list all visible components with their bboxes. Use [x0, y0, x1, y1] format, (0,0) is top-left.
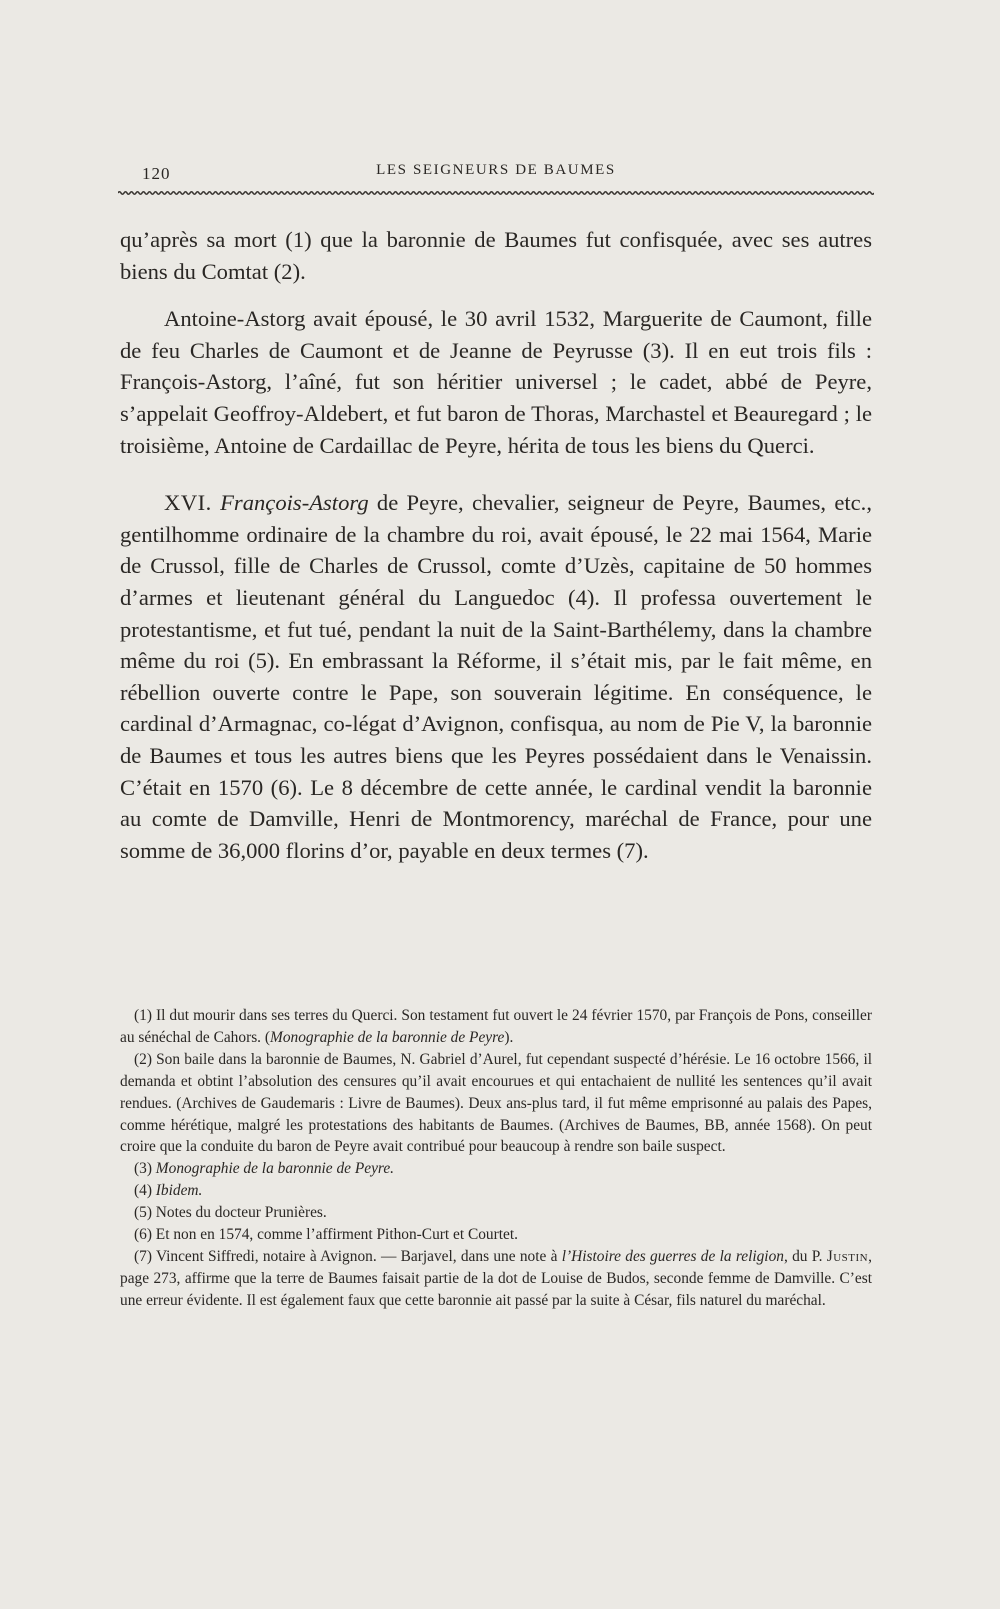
footnote-7 — [120, 1246, 872, 1312]
paragraph-continuation: qu’après sa mort (1) que la baronnie de Baumes fut confisquée, avec ses autres biens du Comtat (2). — [120, 227, 872, 284]
paragraph-text: de Peyre, chevalier, seigneur de Peyre, Baumes, etc., gentilhomme ordinaire de la chambre du roi, avait épousé, le 22 mai 1564, Marie de Crussol, fille de Charles de Crussol, comte d’Uzès, capitaine de 50 hommes d’armes et lieutenant général du Languedoc (4). Il professa ouvertement le protestantisme, et fut tué, pendant la nuit de la Saint-Barthélemy, dans la chambre même du roi (5). En embrassant la Réforme, il s’était mis, par le fait même, en rébellion ouverte contre le Pape, son souverain légitime. En conséquence, le cardinal d’Armagnac, co-légat d’Avignon, confisqua, au nom de Pie V, la baronnie de Baumes et tous les autres biens que les Peyres possédaient dans le Venaissin. C’était en 1570 (6). Le 8 décembre de cette année, le cardinal vendit la baronnie au comte de Damville, Henri de Montmorency, maréchal de France, pour une somme de 36,000 florins d’or, payable en deux termes (7). — [120, 490, 872, 863]
footnote-5: (5) Notes du docteur Prunières. — [134, 1204, 327, 1222]
footnotes — [120, 1005, 872, 1312]
footnote-title: l’Histoire des guerres de la religion — [561, 1247, 784, 1265]
footnote-author: Justin — [826, 1247, 869, 1265]
paragraph-francois-astorg — [120, 487, 872, 866]
footnote-4 — [120, 1180, 872, 1202]
footnote-title: Monographie de la baronnie de Peyre. — [155, 1160, 395, 1178]
paragraph-marriage: Antoine-Astorg avait épousé, le 30 avril 1532, Marguerite de Caumont, fille de feu Charles de Caumont et de Jeanne de Peyrusse (3). Il en eut trois fils : François-Astorg, l’aîné, fut son héritier universel ; le cadet, abbé de Peyre, s’appelait Geoffroy-Aldebert, et fut baron de Thoras, Marchastel et Beauregard ; le troisième, Antoine de Cardaillac de Peyre, hérita de tous les biens du Querci. — [120, 306, 872, 458]
footnote-title: Monographie de la baronnie de Peyre — [270, 1028, 505, 1046]
footnote-3 — [120, 1158, 872, 1180]
footnote-text: , page 273, affirme que la terre de Baumes faisait partie de la dot de Louise de Budos, seconde femme de Damville. C’est une erreur évidente. Il est également faux que cette baronnie ait passé par la suite à César, fils naturel du maréchal. — [120, 1247, 872, 1309]
decorative-wavy-rule — [118, 189, 874, 197]
footnote-text: (7) Vincent Siffredi, notaire à Avignon. — Barjavel, dans une note à — [134, 1247, 562, 1265]
generation-numeral: XVI. — [164, 490, 212, 516]
footnote-6: (6) Et non en 1574, comme l’affirment Pithon-Curt et Courtet. — [134, 1226, 518, 1244]
footnote-text: (1) Il dut mourir dans ses terres du Querci. Son testament fut ouvert le 24 février 1570, par François de Pons, conseiller au sénéchal de Cahors. ( — [120, 1007, 872, 1046]
running-head — [118, 160, 874, 186]
footnote-number: (3) — [134, 1160, 156, 1178]
page-number: 120 — [142, 164, 171, 183]
footnote-text: , du P. — [783, 1247, 827, 1265]
footnote-1 — [120, 1005, 872, 1049]
footnote-2: (2) Son baile dans la baronnie de Baumes, N. Gabriel d’Aurel, fut cependant suspecté d’hérésie. Le 16 octobre 1566, il demanda et obtint l’absolution des censures qu’il avait encourues et qui entachaient de nullité les sentences qu’il avait rendues. (Archives de Gaudemaris : Livre de Baumes). Deux ans-plus tard, il fut même emprisonné au palais des Papes, comme hérétique, malgré les protestations des habitants de Baumes. (Archives de Baumes, BB, année 1568). On peut croire que la conduite du baron de Peyre avait contribué pour beaucoup à rendre son baile suspect. — [120, 1050, 872, 1156]
footnote-title: Ibidem. — [155, 1182, 203, 1200]
main-text — [120, 224, 872, 866]
running-title: LES SEIGNEURS DE BAUMES — [376, 162, 616, 178]
footnote-text: ). — [504, 1028, 514, 1046]
footnote-number: (4) — [134, 1182, 156, 1200]
person-name: François-Astorg — [220, 490, 369, 516]
